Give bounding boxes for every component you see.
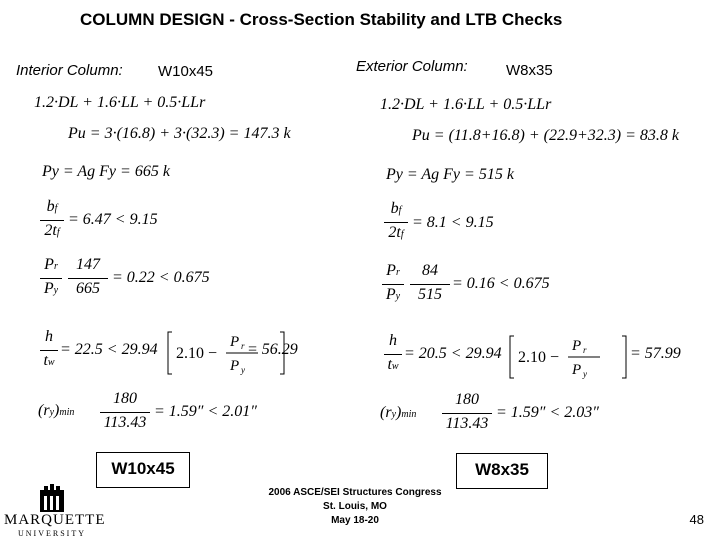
svg-text:y: y [241, 365, 245, 375]
interior-ry-fraction [100, 390, 150, 436]
exterior-py-eq: Py = Ag Fy = 515 k [386, 166, 514, 183]
interior-flange-ratio: bf 2tf [40, 198, 64, 244]
interior-pr-num: 147 [76, 256, 100, 273]
exterior-pr-check: = 0.16 < 0.675 [452, 275, 550, 292]
exterior-ry-num: 180 [455, 391, 479, 408]
svg-text:P: P [230, 334, 240, 350]
interior-pr-den: 665 [76, 280, 100, 297]
exterior-load-combo: 1.2·DL + 1.6·LL + 0.5·LLr [380, 96, 552, 113]
interior-pr-check: = 0.22 < 0.675 [112, 269, 210, 286]
interior-web-result: = 56.29 [247, 341, 298, 358]
logo-name: MARQUETTE [4, 512, 106, 528]
logo-sub: UNIVERSITY [18, 529, 86, 538]
svg-text:2.10 −: 2.10 − [176, 345, 218, 362]
interior-pu-eq: Pu = 3·(16.8) + 3·(32.3) = 147.3 k [68, 125, 291, 142]
exterior-ry-min: (ry)min [380, 404, 417, 421]
footer-line-2: St. Louis, MO [323, 501, 387, 512]
svg-text:P: P [572, 338, 582, 354]
svg-text:2.10 −: 2.10 − [518, 349, 560, 366]
footer-line-3: May 18-20 [331, 515, 379, 526]
interior-flange-check: = 6.47 < 9.15 [68, 211, 158, 228]
exterior-pu-eq: Pu = (11.8+16.8) + (22.9+32.3) = 83.8 k [412, 127, 679, 144]
exterior-web-result: = 57.99 [630, 345, 681, 362]
exterior-web-ratio: h tw [384, 332, 402, 378]
interior-section-name: W10x45 [158, 63, 214, 80]
exterior-pr-den: 515 [418, 286, 442, 303]
svg-text:r: r [583, 345, 587, 355]
interior-pr-py-values [68, 256, 108, 302]
exterior-pr-num: 84 [422, 262, 438, 279]
exterior-section-box: W8x35 [456, 453, 548, 489]
interior-ry-min: (ry)min [38, 402, 75, 419]
exterior-column-label: Exterior Column: [356, 58, 468, 75]
exterior-ry-fraction [442, 391, 492, 437]
exterior-pr-py-ratio: Pr Py [382, 262, 404, 308]
svg-text:y: y [583, 369, 587, 379]
interior-py-eq: Py = Ag Fy = 665 k [42, 163, 170, 180]
exterior-section-name: W8x35 [506, 62, 553, 79]
interior-column-label: Interior Column: [16, 62, 123, 79]
svg-text:P: P [572, 362, 582, 378]
interior-load-combo: 1.2·DL + 1.6·LL + 0.5·LLr [34, 94, 206, 111]
svg-text:P: P [230, 358, 240, 374]
university-building-icon [4, 484, 100, 512]
exterior-flange-check: = 8.1 < 9.15 [412, 214, 494, 231]
marquette-logo [4, 484, 106, 538]
footer [240, 486, 470, 528]
svg-text:r: r [241, 341, 245, 351]
exterior-pr-py-values [410, 262, 450, 308]
exterior-web-bracket [508, 334, 628, 380]
interior-pr-py-ratio: Pr Py [40, 256, 62, 302]
exterior-flange-ratio: bf 2tf [384, 200, 408, 246]
exterior-ry-den: 113.43 [445, 415, 489, 432]
footer-line-1: 2006 ASCE/SEI Structures Congress [268, 487, 442, 498]
interior-ry-num: 180 [113, 390, 137, 407]
interior-ry-check: = 1.59″ < 2.01″ [154, 403, 257, 420]
slide-title: COLUMN DESIGN - Cross-Section Stability and LTB Checks [80, 10, 563, 29]
exterior-web-check: = 20.5 < 29.94 [404, 345, 502, 362]
interior-section-box: W10x45 [96, 452, 190, 488]
interior-web-ratio: h tw [40, 328, 58, 374]
interior-web-check: = 22.5 < 29.94 [60, 341, 158, 358]
page-number: 48 [689, 512, 704, 527]
interior-ry-den: 113.43 [103, 414, 147, 431]
exterior-ry-check: = 1.59″ < 2.03″ [496, 404, 599, 421]
